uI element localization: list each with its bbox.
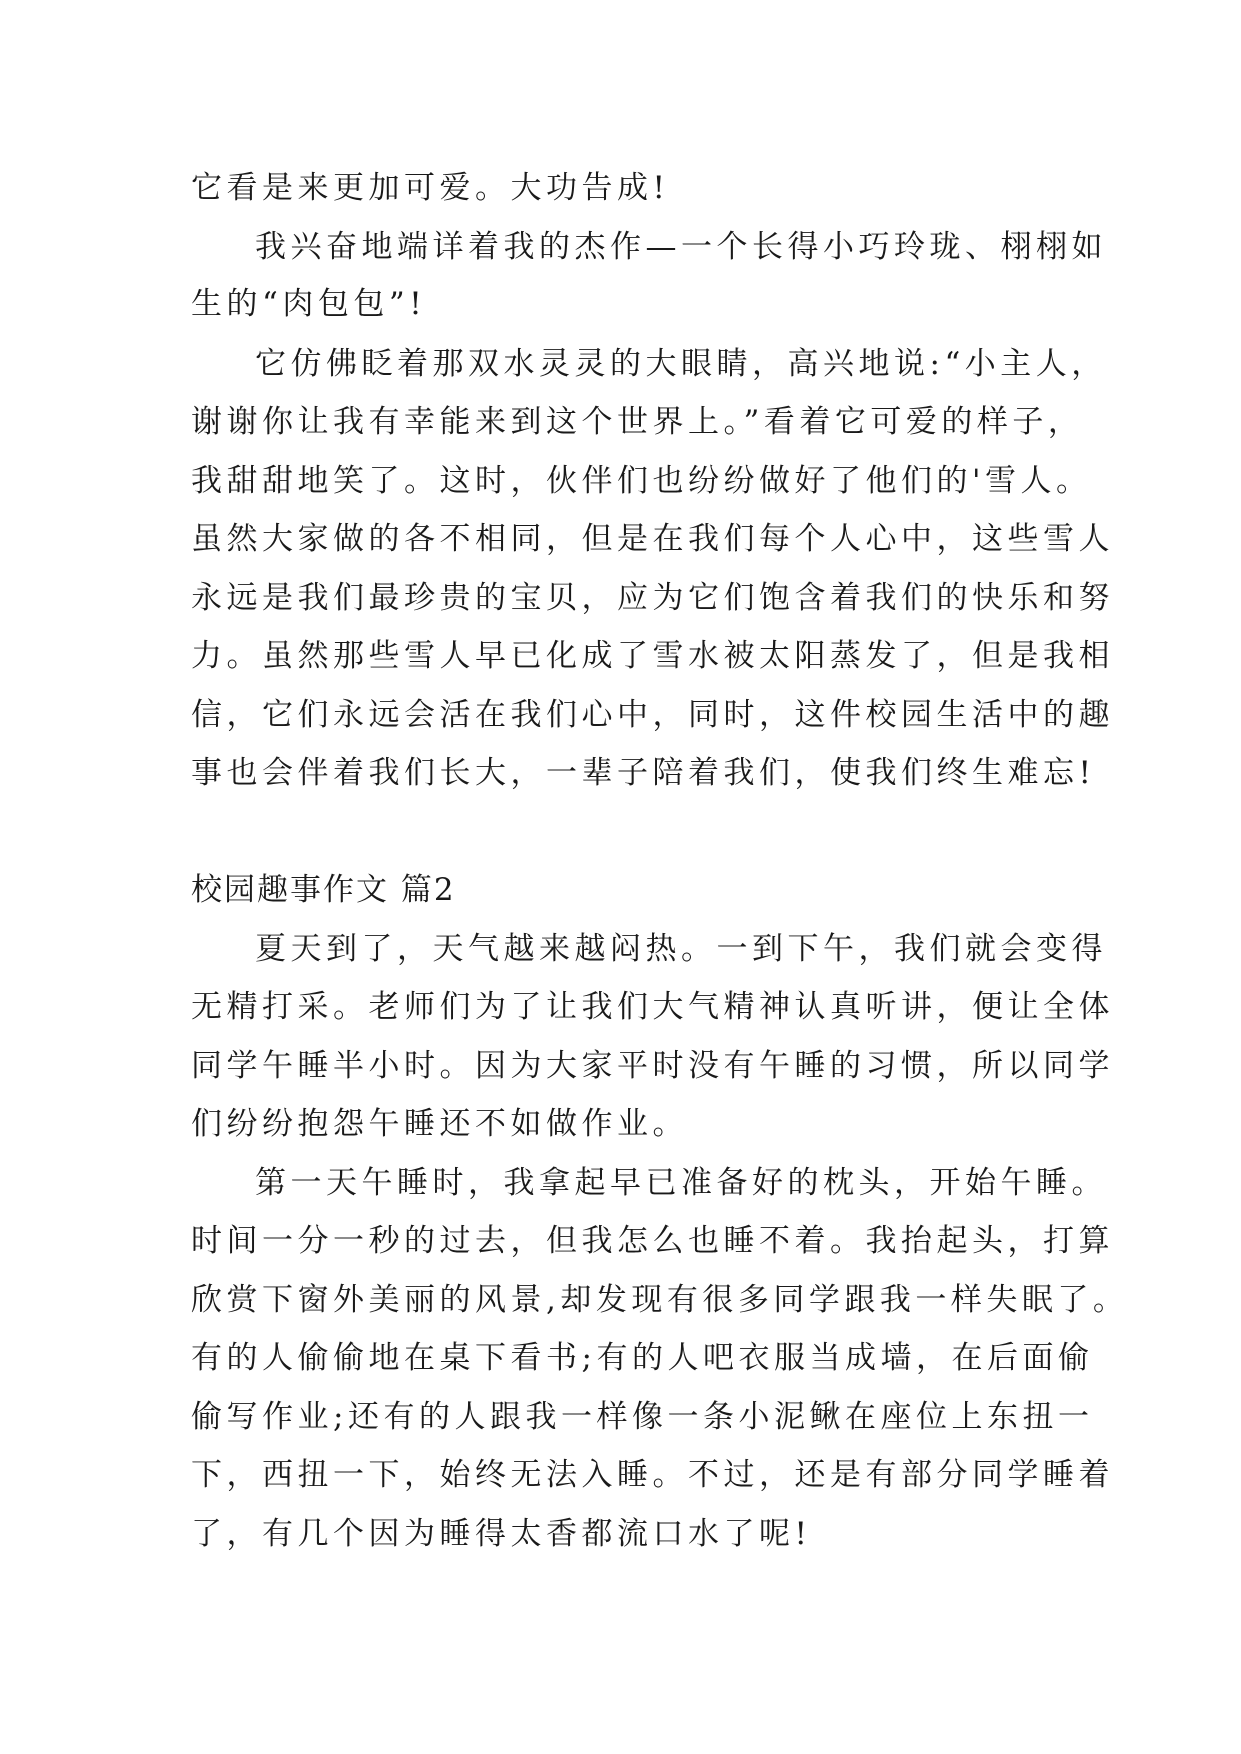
text-line: 偷写作业;还有的人跟我一样像一条小泥鳅在座位上东扭一 [191, 1399, 1094, 1435]
text-line: 我甜甜地笑了。这时，伙伴们也纷纷做好了他们的'雪人。 [191, 463, 1092, 499]
section-heading: 校园趣事作文 篇2 [191, 872, 456, 908]
text-line: 生的“肉包包”! [191, 286, 427, 322]
paragraph-start-line: 我兴奋地端详着我的杰作—一个长得小巧玲珑、栩栩如 [255, 229, 1107, 265]
text-line: 信，它们永远会活在我们心中，同时，这件校园生活中的趣 [191, 697, 1114, 733]
text-line: 了，有几个因为睡得太香都流口水了呢! [191, 1516, 812, 1552]
text-line: 欣赏下窗外美丽的风景,却发现有很多同学跟我一样失眠了。 [191, 1282, 1129, 1318]
text-line: 力。虽然那些雪人早已化成了雪水被太阳蒸发了，但是我相 [191, 638, 1114, 674]
text-line: 们纷纷抱怨午睡还不如做作业。 [191, 1106, 688, 1142]
text-line: 事也会伴着我们长大，一辈子陪着我们，使我们终生难忘! [191, 755, 1096, 791]
text-line: 下，西扭一下，始终无法入睡。不过，还是有部分同学睡着 [191, 1457, 1114, 1493]
paragraph-start-line: 第一天午睡时，我拿起早已准备好的枕头，开始午睡。 [255, 1165, 1107, 1201]
paragraph-start-line: 它仿佛眨着那双水灵灵的大眼睛，高兴地说:“小主人， [255, 346, 1107, 382]
text-line: 谢谢你让我有幸能来到这个世界上。”看着它可爱的样子， [191, 404, 1084, 440]
text-line: 无精打采。老师们为了让我们大气精神认真听讲，便让全体 [191, 989, 1114, 1025]
paragraph-start-line: 夏天到了，天气越来越闷热。一到下午，我们就会变得 [255, 931, 1107, 967]
text-line: 时间一分一秒的过去，但我怎么也睡不着。我抬起头，打算 [191, 1223, 1114, 1259]
text-line: 它看是来更加可爱。大功告成! [191, 170, 670, 206]
text-line: 虽然大家做的各不相同，但是在我们每个人心中，这些雪人 [191, 521, 1114, 557]
text-line: 同学午睡半小时。因为大家平时没有午睡的习惯，所以同学 [191, 1048, 1114, 1084]
text-line: 有的人偷偷地在桌下看书;有的人吧衣服当成墙，在后面偷 [191, 1340, 1094, 1376]
text-line: 永远是我们最珍贵的宝贝，应为它们饱含着我们的快乐和努 [191, 580, 1114, 616]
